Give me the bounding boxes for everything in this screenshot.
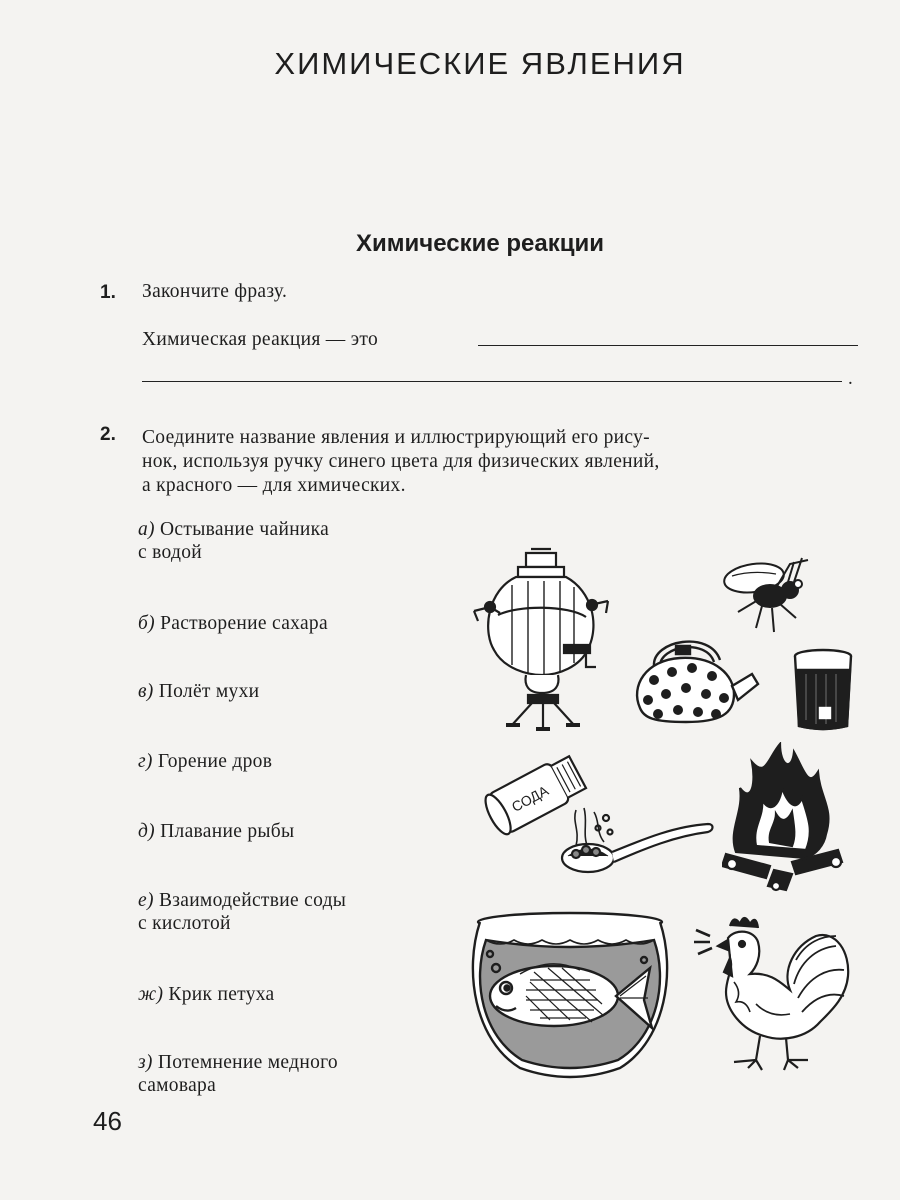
- phenomenon-item-z: [138, 1051, 438, 1097]
- item-letter: д): [138, 821, 155, 842]
- item-text: самовара: [138, 1075, 217, 1096]
- soda-label-text: СОДА: [508, 782, 552, 815]
- page-number: 46: [93, 1106, 122, 1136]
- item-text: с водой: [138, 542, 202, 563]
- task-2-instruction-line-1: Соедините название явления и иллюстрирующий его рису-: [142, 427, 650, 448]
- task-2-instruction-line-2: нок, используя ручку синего цвета для физических явлений,: [142, 451, 660, 472]
- glass-illustration[interactable]: [790, 646, 856, 732]
- chapter-title: ХИМИЧЕСКИЕ ЯВЛЕНИЯ: [274, 46, 686, 81]
- rooster-illustration[interactable]: [690, 912, 855, 1074]
- section-title: Химические реакции: [356, 230, 604, 257]
- item-text: Плавание рыбы: [160, 821, 295, 842]
- task-2-number: 2.: [100, 424, 116, 445]
- item-letter: ж): [138, 984, 164, 1005]
- item-letter: а): [138, 519, 155, 540]
- task-1-number: 1.: [100, 282, 116, 303]
- item-text: Остывание чайника: [160, 519, 330, 540]
- item-text: Крик петуха: [168, 984, 275, 1005]
- answer-line-1[interactable]: [478, 345, 858, 346]
- item-text: Горение дров: [157, 751, 273, 772]
- item-text: Взаимодействие соды: [158, 890, 347, 911]
- phenomenon-item-a: [138, 518, 438, 564]
- item-text: с кислотой: [138, 913, 231, 934]
- answer-line-2[interactable]: [142, 381, 842, 382]
- phenomenon-item-g: [138, 750, 438, 773]
- samovar-illustration[interactable]: [468, 545, 618, 735]
- phenomenon-item-zh: [138, 983, 438, 1006]
- item-letter: г): [138, 751, 153, 772]
- task-1-instruction: Закончите фразу.: [142, 281, 288, 302]
- item-text: Полёт мухи: [158, 681, 260, 702]
- item-letter: б): [138, 613, 155, 634]
- campfire-illustration[interactable]: [722, 742, 844, 892]
- soda-pack-illustration[interactable]: [476, 752, 716, 887]
- task-1-prompt: Химическая реакция — это: [142, 329, 379, 350]
- kettle-illustration[interactable]: [630, 622, 760, 727]
- phenomenon-item-v: [138, 680, 438, 703]
- phenomenon-item-d: [138, 820, 438, 843]
- item-letter: з): [138, 1052, 153, 1073]
- item-text: Потемнение медного: [157, 1052, 338, 1073]
- task-2-instruction-line-3: а красного — для химических.: [142, 475, 406, 496]
- fishbowl-illustration[interactable]: [470, 910, 670, 1080]
- answer-period: .: [848, 368, 853, 389]
- item-letter: е): [138, 890, 154, 911]
- item-text: Растворение сахара: [160, 613, 328, 634]
- phenomenon-item-b: [138, 612, 438, 635]
- phenomenon-item-e: [138, 889, 438, 935]
- item-letter: в): [138, 681, 154, 702]
